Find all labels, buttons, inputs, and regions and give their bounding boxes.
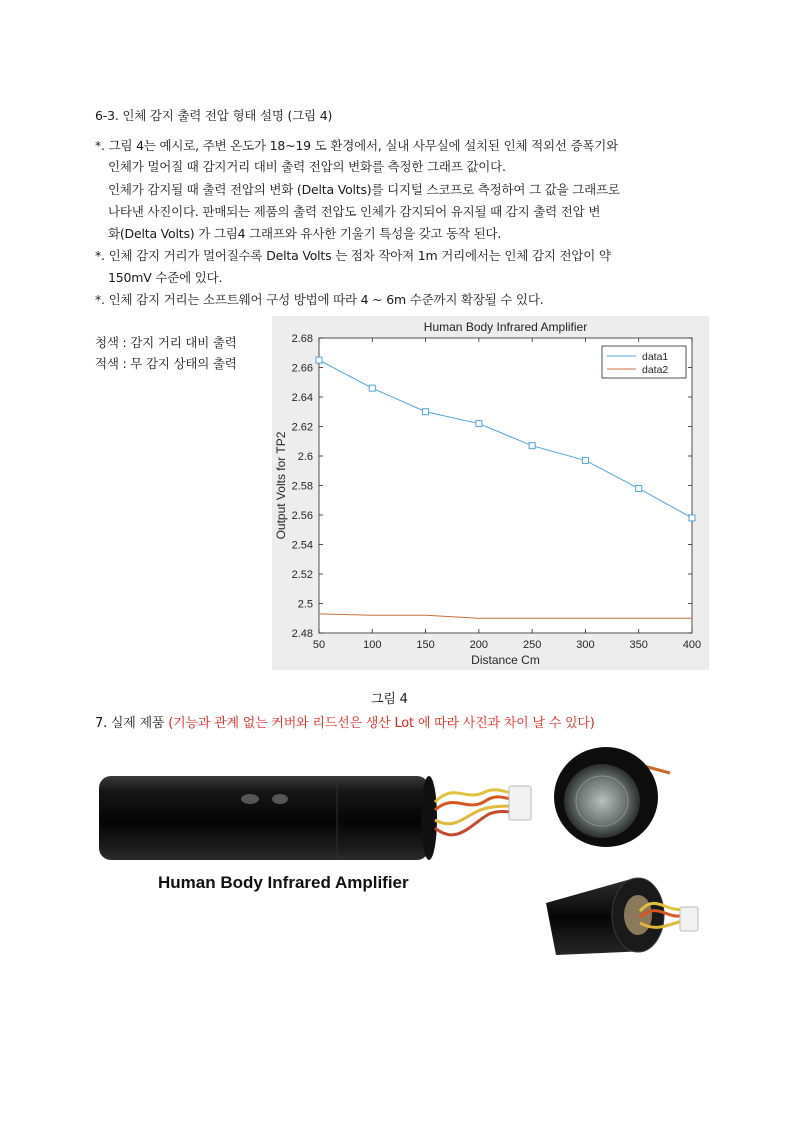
rear-cap [624, 895, 652, 935]
y-tick-label: 2.62 [291, 421, 313, 434]
paragraph-line: 인체가 감지될 때 출력 전압의 변화 (Delta Volts)를 디지털 스코프로 측정하여 그 값을 그래프로 [108, 182, 620, 197]
cylinder-end [421, 776, 437, 860]
line-chart [272, 316, 709, 670]
x-tick-label: 350 [629, 639, 648, 651]
y-tick-label: 2.64 [291, 392, 313, 404]
paragraph-line: 나타낸 사진이다. 판매되는 제품의 출력 전압도 인체가 감지되어 유지될 때 감지 출력 전압 변 [108, 204, 601, 219]
y-tick-label: 2.56 [291, 510, 313, 522]
paragraph-line: *. 인체 감지 거리가 멀어질수록 Delta Volts 는 점차 작아져 1m 거리에서는 인체 감지 전압이 약 [95, 248, 611, 263]
connector [509, 786, 531, 820]
x-tick-label: 400 [682, 639, 702, 651]
data-point [582, 457, 588, 463]
y-tick-label: 2.54 [291, 539, 313, 552]
fresnel-lens [564, 764, 640, 838]
chart-figure [272, 316, 709, 670]
paragraph-line: 인체가 멀어질 때 감지거리 대비 출력 전압의 변화를 측정한 그래프 값이다. [108, 159, 506, 174]
product-photo-side [95, 762, 535, 872]
product-photo-rear [536, 873, 701, 958]
x-axis-label: Distance Cm [471, 653, 540, 667]
section-heading: 6-3. 인체 감지 출력 전압 형태 설명 (그림 4) [95, 108, 333, 123]
paragraph-line: 150mV 수준에 있다. [108, 270, 223, 285]
cylinder-body [99, 776, 429, 860]
paragraph-line: 화(Delta Volts) 가 그림4 그래프와 유사한 기울기 특성을 갖고 동작 된다. [108, 226, 502, 241]
lead-wire [435, 797, 515, 810]
x-tick-label: 200 [469, 639, 489, 651]
connector [680, 907, 698, 931]
y-tick-label: 2.48 [291, 628, 313, 640]
chart-title: Human Body Infrared Amplifier [423, 320, 588, 334]
section7-note: (기능과 관계 없는 커버와 리드선은 생산 Lot 에 따라 사진과 차이 날 수 있다) [168, 716, 595, 731]
data-point [476, 421, 482, 427]
data-point [316, 357, 322, 363]
product-photo-title: Human Body Infrared Amplifier [158, 873, 409, 892]
y-axis-label: Output Volts for TP2 [274, 431, 288, 540]
data-point [636, 485, 642, 491]
lead-wire [435, 806, 515, 824]
x-tick-label: 50 [312, 639, 326, 651]
legend-label: data2 [642, 364, 669, 376]
data-point [689, 515, 695, 521]
x-tick-label: 150 [416, 639, 435, 651]
x-tick-label: 100 [363, 639, 382, 651]
data-point [369, 385, 375, 391]
sensor-hole [241, 794, 259, 804]
x-tick-label: 300 [576, 639, 595, 651]
legend-note-red: 적색 : 무 감지 상태의 출력 [95, 356, 237, 371]
paragraph-line: *. 인체 감지 거리는 소프트웨어 구성 방법에 따라 4 ~ 6m 수준까지 확장될 수 있다. [95, 292, 544, 307]
x-tick-label: 250 [522, 639, 542, 651]
sensor-hole [272, 794, 288, 804]
y-tick-label: 2.6 [297, 451, 313, 463]
y-tick-label: 2.66 [291, 362, 313, 375]
y-tick-label: 2.58 [291, 480, 313, 493]
section7-heading [95, 712, 595, 731]
y-tick-label: 2.52 [291, 569, 313, 581]
y-tick-label: 2.5 [297, 598, 313, 611]
y-tick-label: 2.68 [291, 333, 313, 345]
figure-caption: 그림 4 [371, 692, 408, 707]
section7-title: 7. 실제 제품 [95, 716, 165, 731]
data-point [529, 443, 535, 449]
legend-label: data1 [642, 351, 669, 363]
data-point [423, 409, 429, 415]
product-photo-lens [550, 745, 680, 855]
paragraph-line: *. 그림 4는 예시로, 주변 온도가 18~19 도 환경에서, 실내 사무실에 설치된 인체 적외선 증폭기와 [95, 138, 618, 153]
legend-note-blue: 청색 : 감지 거리 대비 출력 [95, 335, 237, 350]
